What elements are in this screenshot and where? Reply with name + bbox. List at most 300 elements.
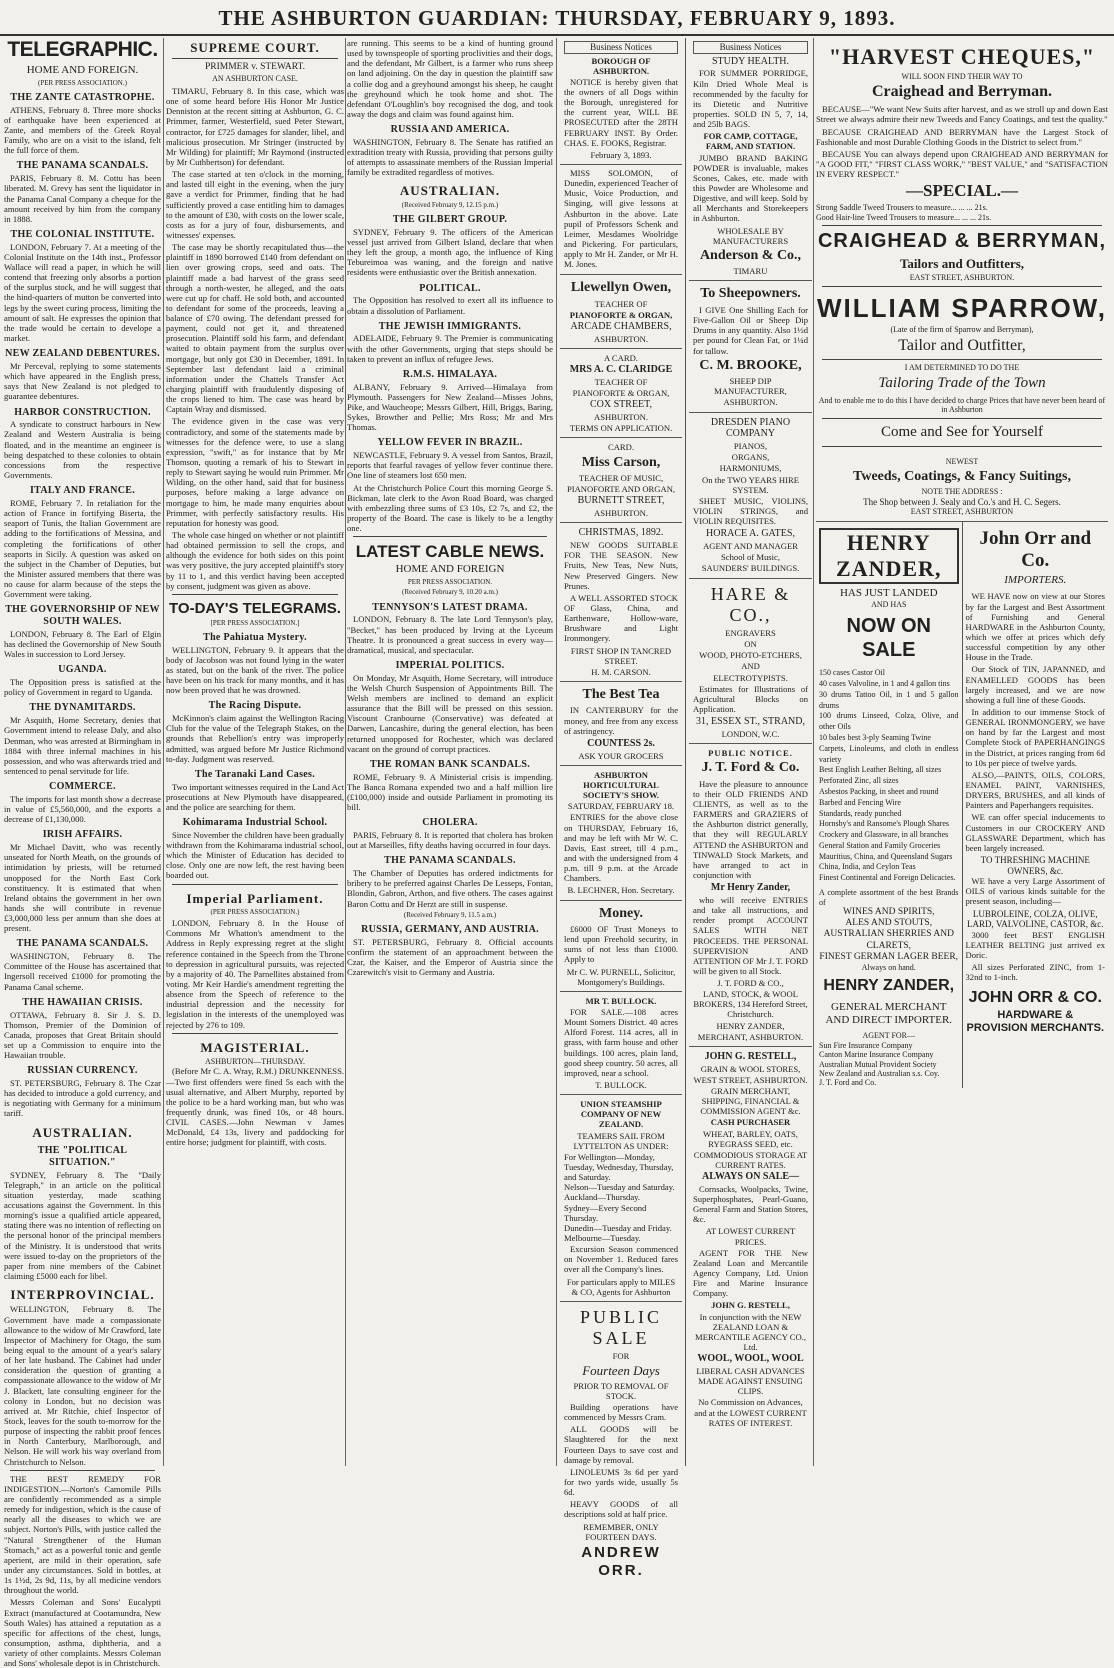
advert-line: B. LECHNER, Hon. Secretary. bbox=[567, 885, 675, 896]
advert-line: SHEEP DIP MANUFACTURER, bbox=[714, 376, 787, 397]
advert-text: BECAUSE You can always depend upon CRAIGHEAD AND BERRYMAN for "A GOOD FIT," "FIRST CLASS WORK," "BEST VALUE," and "SATISFACTION IN EVERY RESPECT." bbox=[816, 148, 1108, 180]
advert-line: No Commission on Advances, and at the LOWEST CURRENT RATES OF INTEREST. bbox=[694, 1397, 807, 1428]
divider bbox=[822, 418, 1102, 419]
advert-text: MISS SOLOMON, of Dunedin, experienced Teacher of Music, Voice Production, and Singing, will give lessons at Ashburton in the above. Late pupil of Professors Schenk and Leimer, Mesdames Woolridge and Pickering. For particulars, apply to Mr H. Zander, or Mr H. M. Jones. bbox=[564, 168, 679, 270]
column-rule bbox=[345, 38, 346, 1466]
divider bbox=[353, 536, 547, 537]
advert-line: REMEMBER, ONLY FOURTEEN DAYS. bbox=[583, 1521, 659, 1542]
section-heading: LATEST CABLE NEWS. bbox=[355, 542, 545, 562]
advert-public-sale bbox=[560, 1302, 682, 1584]
advert-text: Cornsacks, Woolpacks, Twine, Superphosphates, Pearl-Guano, General Farm and Station Stores, &c. bbox=[693, 1183, 808, 1225]
article-heading: TENNYSON'S LATEST DRAMA. bbox=[372, 601, 528, 613]
article-heading: THE HAWAIIAN CRISIS. bbox=[22, 996, 143, 1008]
advert-claridge bbox=[560, 349, 682, 438]
advert-carson bbox=[560, 438, 682, 523]
article-heading: IMPERIAL POLITICS. bbox=[395, 659, 505, 671]
advert-text: 3000 feet BEST ENGLISH LEATHER BELTING just arrived ex Doric. bbox=[965, 929, 1105, 961]
advert-line: WEST STREET, ASHBURTON. bbox=[693, 1074, 808, 1085]
advert-line: HAS JUST LANDED bbox=[839, 586, 938, 599]
advert-text: IN CANTERBURY for the money, and free from any excess of astringency. bbox=[564, 705, 679, 736]
article-text: WASHINGTON, February 8. The Senate has ratified an extradition treaty with Russia, providing that persons guilty of attempts to assassinate members of the Russian Imperial family be extradited regardless of motives. bbox=[347, 136, 553, 178]
article-heading: THE PANAMA SCANDALS. bbox=[16, 160, 149, 172]
advert-text: Our Stock of TIN, JAPANNED, and ENAMELLED GOODS has been largely increased, and we are now showing a full line of these Goods. bbox=[965, 664, 1105, 705]
advert-text: I GIVE One Shilling Each for Five-Gallon Oil or Sheep Dip Drums in any quantity. Also 1½d per pound for Clean Fat, or 1¼d for tallow. bbox=[693, 304, 808, 356]
advert-hare bbox=[689, 579, 812, 745]
section-subheading: HOME AND FOREIGN. bbox=[26, 63, 139, 76]
column-rule bbox=[813, 38, 814, 1466]
stock-list bbox=[819, 668, 959, 884]
article-text: SYDNEY, February 8. The "Daily Telegraph," in an article on the political situation yesterday, made scathing accusations against the Government. In this morning's issue a qualified article appeared, stating there was no intention of reflecting on the personal honor of the principal members of the Ministry. It is understood that writs were issued to-day on the proprietors of the paper from nine members of the Cabinet claiming £5000 each for libel. bbox=[4, 1169, 161, 1281]
article-heading: THE PANAMA SCANDALS. bbox=[384, 855, 516, 867]
advert-line: GENERAL MERCHANT bbox=[831, 1001, 947, 1014]
advert-name: HARE & CO., bbox=[710, 583, 791, 625]
advert-line: TEACHER OF bbox=[594, 298, 648, 309]
advert-line: BURNETT STREET, bbox=[577, 495, 665, 507]
list-item: Canton Marine Insurance Company bbox=[819, 1050, 934, 1060]
advert-text: £6000 OF Trust Moneys to lend upon Freehold security, in sums of not less than £1000. Apply to bbox=[564, 924, 679, 965]
advert-text: JUMBO BRAND BAKING POWDER is invaluable, makes Scones, Cakes, etc. made with this Powder are Wholesome and Digestive, and will keep. Sold by all Merchants and Storekeepers in Ashburton. bbox=[693, 152, 808, 224]
sailing-list bbox=[564, 1152, 678, 1243]
list-item: Best English Leather Belting, all sizes bbox=[819, 765, 942, 775]
advert-line: SAUNDERS' BUILDINGS. bbox=[701, 563, 800, 574]
advert-text: WE have a very Large Assortment of OILS of various kinds suitable for the present season, including— bbox=[965, 876, 1105, 907]
advert-line: HARDWARE & PROVISION MERCHANTS. bbox=[966, 1009, 1104, 1035]
case-title: PRIMMER v. STEWART. bbox=[205, 62, 305, 73]
list-item: Perforated Zinc, all sizes bbox=[819, 776, 899, 786]
list-item: China, India, and Ceylon Teas bbox=[819, 862, 916, 872]
advert-title: CHRISTMAS, 1892. bbox=[578, 527, 664, 539]
article-text: ADELAIDE, February 9. The Premier is communicating with the other Governments, urging that steps should be taken to prevent an influx of refugee Jews. bbox=[347, 333, 553, 364]
section-heading: Business Notices bbox=[693, 41, 808, 54]
advert-line: PIANOFORTE AND ORGAN, bbox=[566, 484, 676, 495]
advert-title: STUDY HEALTH. bbox=[711, 55, 790, 67]
list-item: 10 bales best 3-ply Seaming Twine bbox=[819, 732, 931, 742]
article-heading: HARBOR CONSTRUCTION. bbox=[14, 406, 151, 418]
advert-name: MRS A. C. CLARIDGE bbox=[569, 364, 673, 376]
advert-restell bbox=[689, 1047, 812, 1432]
list-item: Standards, ready punched bbox=[819, 808, 902, 818]
press-note: [PER PRESS ASSOCIATION.] bbox=[210, 618, 300, 627]
advert-name: JOHN G. RESTELL, bbox=[704, 1050, 797, 1062]
article-heading: THE PANAMA SCANDALS. bbox=[16, 938, 149, 950]
advert-line: WINES AND SPIRITS, bbox=[842, 906, 935, 917]
advert-line: Mr Henry Zander, bbox=[710, 882, 791, 894]
advert-line: SATURDAY, FEBRUARY 18. bbox=[567, 801, 675, 812]
article-heading: RUSSIA AND AMERICA. bbox=[390, 124, 510, 136]
advert-name: J. T. Ford & Co. bbox=[701, 760, 800, 776]
advert-name: WILLIAM SPARROW, bbox=[816, 292, 1108, 323]
list-item: Melbourne—Tuesday. bbox=[564, 1232, 641, 1243]
advert-line: ORGANS, bbox=[731, 452, 770, 463]
article-heading: CHOLERA. bbox=[422, 817, 478, 829]
advert-text: ALSO,—PAINTS, OILS, COLORS, ENAMEL PAINT, VARNISHES, DRYERS, BRUSHES, and all kinds of Painters and Paperhangers requisites. bbox=[965, 769, 1105, 811]
advert-line: LAND, STOCK, & WOOL BROKERS, 134 Hereford Street, Christchurch. bbox=[693, 989, 808, 1020]
divider bbox=[822, 225, 1102, 226]
article-heading: THE DYNAMITARDS. bbox=[29, 702, 136, 714]
agent-list bbox=[819, 1041, 959, 1088]
list-item: Carpets, Linoleums, and cloth in endless variety bbox=[819, 743, 959, 764]
list-item: Asbestos Packing, in sheet and round bbox=[819, 786, 939, 796]
advert-line: ELECTROTYPISTS. bbox=[713, 672, 788, 683]
article-heading: THE JEWISH IMMIGRANTS. bbox=[378, 320, 522, 332]
advert-line: ARCADE CHAMBERS, bbox=[570, 321, 672, 333]
advert-line: WHOLESALE BY MANUFACTURERS bbox=[712, 225, 789, 246]
advert-line: JOHN G. RESTELL, bbox=[711, 1300, 790, 1311]
section-heading: TO-DAY'S TELEGRAMS. bbox=[169, 599, 341, 617]
advert-name: Anderson & Co., bbox=[699, 247, 802, 263]
advert-line: FIRST SHOP IN TANCRED STREET. bbox=[570, 645, 672, 666]
list-item: Crockery and Glassware, in all branches bbox=[819, 830, 949, 840]
article-heading: The Pahiatua Mystery. bbox=[203, 631, 307, 643]
article-text: The imports for last month show a decrease in value of £5,560,000, and the exports a decrease of £1,130,000. bbox=[4, 793, 161, 825]
advert-line: NOTE THE ADDRESS : bbox=[921, 487, 1003, 497]
advert-sheepowners bbox=[689, 281, 812, 412]
list-item: Australian Mutual Provident Society bbox=[819, 1059, 937, 1069]
article-text: PARIS, February 8. M. Cottu has been liberated. M. Grevy has sent the liquidator in the Panama Canal Company a cheque for the amount received by him from the company in 1888. bbox=[4, 173, 161, 224]
advert-line: EAST STREET, ASHBURTON. bbox=[909, 273, 1015, 283]
advert-line: PIANOFORTE & ORGAN, bbox=[569, 310, 673, 321]
advert-date: February 3, 1893. bbox=[590, 149, 652, 160]
advert-text: NOTICE is hereby given that the owners of all Dogs within the Borough, unregistered for the current year, WILL BE PROSECUTED after the 28TH FEBRUARY INST. By Order. CHAS. E. FOOKS, Registrar. bbox=[564, 76, 679, 148]
divider bbox=[10, 1470, 155, 1471]
advert-line: IMPORTERS. bbox=[1004, 574, 1067, 587]
column-telegraphic bbox=[4, 38, 161, 1668]
advert-line: And to enable me to do this I have decided to charge Prices that have never been heard of in Ashburton bbox=[818, 395, 1106, 415]
section-heading: TELEGRAPHIC. bbox=[7, 38, 158, 61]
advert-text: A WELL ASSORTED STOCK OF Glass, China, and Earthenware, Hollow-ware, Brushware and Light Ironmongery. bbox=[564, 592, 679, 644]
advert-line: T. BULLOCK. bbox=[595, 1080, 647, 1090]
article-heading: UGANDA. bbox=[58, 664, 107, 676]
article-heading: COMMERCE. bbox=[49, 781, 116, 793]
article-heading: Kohimarama Industrial School. bbox=[182, 817, 328, 829]
advert-text: ENTRIES for the above close on THURSDAY, February 16, and may be left with Mr W. C. Davis, East street, till 4 p.m., and with the undersigned from 4 p.m. till 9 p.m. at the Arcade Chambers. bbox=[564, 812, 679, 884]
advert-horticultural bbox=[560, 766, 682, 901]
advert-name: Llewellyn Owen, bbox=[570, 280, 672, 296]
article-text: ATHENS, February 8. Three more shocks of earthquake have been experienced at Zante, and members of the Greek Royal Family, who are on a visit to the island, felt the full force of them. bbox=[4, 104, 161, 156]
advert-line: EAST STREET, ASHBURTON bbox=[910, 507, 1014, 517]
column-rule bbox=[163, 38, 164, 1466]
section-heading: INTERPROVINCIAL. bbox=[10, 1287, 155, 1303]
advert-line: LUBROLEINE, COLZA, OLIVE, LARD, VALVOLINE, CASTOR, &c. bbox=[967, 908, 1104, 930]
advert-line: H. M. CARSON. bbox=[591, 666, 651, 677]
advert-line: Tailors and Outfitters, bbox=[899, 255, 1025, 271]
advert-text: NEW GOODS SUITABLE FOR THE SEASON. New Fruits, New Teas, New Nuts, New Preserved Gingers. New Prunes. bbox=[564, 540, 679, 591]
advert-name: Miss Carson, bbox=[581, 454, 661, 470]
article-heading: THE GOVERNORSHIP OF NEW SOUTH WALES. bbox=[5, 604, 160, 628]
section-heading: AUSTRALIAN. bbox=[32, 1124, 133, 1140]
article-text: TIMARU, February 8. In this case, which was one of some heard before His Honor Mr Justice Denniston at the recent sitting at Ashburton, G. C. Primmer, farmer, Westerfield, sued Peter Stewart, contractor, for £725 damages for slander, libel, and malicious prosecution. Mr Stringer (instructed by Mr Wilding) for plaintiff; Mr Raymond (instructed by Mr Cuthbertson) for defendant. bbox=[166, 85, 344, 167]
advert-line: ASHBURTON. bbox=[594, 334, 648, 345]
article-text: At the Christchurch Police Court this morning George S. Bickman, late clerk to the Avon Road Board, was charged with embezzling three sums of £3 10s, £2 7s, and £2, the property of the Board. The case is likely to be a lengthy one. bbox=[347, 482, 553, 534]
advert-title: MR T. BULLOCK. bbox=[585, 995, 657, 1006]
advert-text: AGENT FOR THE New Zealand Loan and Mercantile Agency Company, Ltd. Union Fire and Marine Insurance Company. bbox=[693, 1247, 808, 1299]
advert-line: Fourteen Days bbox=[582, 1363, 660, 1379]
advert-line: AT LOWEST CURRENT PRICES. bbox=[705, 1226, 796, 1247]
advert-line: HARMONIUMS, bbox=[719, 463, 782, 474]
article-text: ROME, February 7. In retaliation for the action of France in fortifying Biserta, the seaport of Tunis, the Italian Government are adding to the fortifications of Messina, and completing the fortifications of other seaports in Sicily. A question was asked on the subject in the Chamber of Deputies, but the Minister assured members that there was no cause for alarm because of the steps the Government were taking. bbox=[4, 497, 161, 600]
list-item: For Wellington—Monday, Tuesday, Wednesday, Thursday, and Saturday. bbox=[564, 1151, 674, 1183]
advert-line: AND HAS bbox=[871, 599, 907, 609]
advert-solomon bbox=[560, 165, 682, 275]
advert-line: 31, ESSEX ST., STRAND, bbox=[696, 716, 805, 728]
article-text: ST. PETERSBURG, February 8. Official accounts confirm the statement of an approachment between the Czar, the Kaiser, and the Emperor of Austria since the Czarewitch's visit to Germany and Austria. bbox=[347, 936, 553, 978]
masthead bbox=[0, 0, 1114, 36]
article-heading: The Racing Dispute. bbox=[208, 700, 302, 712]
advert-line: J. T. FORD & CO., bbox=[717, 978, 784, 989]
press-note: (PER PRESS ASSOCIATION.) bbox=[210, 907, 300, 916]
advert-line: AGENT FOR— bbox=[862, 1031, 916, 1041]
advert-line: COX STREET, bbox=[589, 399, 653, 411]
list-item: Sun Fire Insurance Company bbox=[819, 1040, 913, 1050]
article-text: A syndicate to construct harbours in New Zealand and Western Australia is being floated, and in the meantime an engineer is being despatched to these colonies to obtain concessions from the respective Governments. bbox=[4, 419, 161, 481]
advert-name: HENRY ZANDER, bbox=[819, 528, 959, 584]
advert-tea bbox=[560, 682, 682, 766]
column-court bbox=[166, 38, 344, 1466]
article-text: The case may be shortly recapitulated thus—the plaintiff in 1890 borrowed £140 from defendant on lien over growing crops, seed and oats. The plaintiff made a bad harvest of the grass seed through a north-wester, he alleged, and the oats were cut up for chaff. He sold both, and accounted to defendant for some of the proceeds, leaving a balance of £70 owing. The defendant pressed for payment, could not get it, and threatened prosecution. Plaintiff sold his farm, and defendant waited to obtain payment from the surplus over mortgage, but only got £30 in December, 1891. In September last defendant laid a criminal information under the Chattels Transfer Act charging plaintiff with fraudulently disposing of the crops liened to him. The case was heard by Captain Wray and dismissed. bbox=[166, 242, 344, 415]
list-item: Barbed and Fencing Wire bbox=[819, 797, 901, 807]
advert-line: ALES AND STOUTS, bbox=[845, 918, 933, 929]
advert-title: DRESDEN PIANO COMPANY bbox=[710, 416, 791, 440]
article-text: SYDNEY, February 9. The officers of the American vessel just arrived from Gilbert Island, declare that when they left the group, a month ago, the influence of King Tebureimoa was waning, and the foreign and native residents were enthusiastic over the British annexation. bbox=[347, 226, 553, 278]
article-text: LONDON, February 7. At a meeting of the Colonial Institute on the 14th inst., Professor Wallace will read a paper, in which he will contend that freezing only absorbs a portion of the surplus stock, and he will suggest that the hind-quarters of mutton be converted into legs by the sweet curing process, limiting the amount of salt. He expresses the opinion that the trade would be certain to develope a market. bbox=[4, 241, 161, 344]
advert-owen bbox=[560, 275, 682, 349]
advert-line: A CARD. bbox=[604, 353, 638, 364]
advert-line: NOW ON SALE bbox=[846, 614, 931, 661]
advert-text: Messrs Coleman and Sons' Eucalypti Extract (manufactured at Cootamundra, New South Wales) has attained a reputation as a specific for affections of the chest, lungs, consumption, asthma, diphtheria, and a variety of other complaints. Messrs Coleman and Sons' wholesale depot is in Christchurch. bbox=[4, 1597, 161, 1668]
article-text: WASHINGTON, February 8. The Committee of the House has ascertained that Ingersoll received £1000 for promoting the Panama Canal scheme. bbox=[4, 951, 161, 992]
section-heading: Imperial Parliament. bbox=[186, 890, 324, 906]
article-heading: THE GILBERT GROUP. bbox=[392, 214, 508, 226]
article-text: The whole case hinged on whether or not plaintiff had obtained permission to sell the crops, and although the evidence for both sides on this point was very positive, the jury accepted plaintiff's story by 11 to 1, and this verdict having been accepted by consent, judgment was given as above. bbox=[166, 530, 344, 591]
press-note: PER PRESS ASSOCIATION. bbox=[407, 578, 493, 587]
advert-line: ENGRAVERS bbox=[725, 628, 776, 639]
advert-line: TO THRESHING MACHINE OWNERS, &c. bbox=[980, 854, 1090, 876]
advert-bullock bbox=[560, 992, 682, 1095]
divider bbox=[822, 359, 1102, 360]
advert-line: MERCHANT, ASHBURTON. bbox=[697, 1031, 804, 1042]
list-item: 30 drums Tattoo Oil, in 1 and 5 gallon drums bbox=[819, 689, 959, 710]
advert-line: Come and See for Yourself bbox=[880, 423, 1044, 440]
advert-title: —SPECIAL.— bbox=[906, 181, 1018, 201]
divider bbox=[172, 1033, 338, 1034]
advert-line: FINEST GERMAN LAGER BEER, bbox=[819, 951, 959, 962]
article-heading: RUSSIAN CURRENCY. bbox=[27, 1065, 138, 1077]
article-heading: THE ROMAN BANK SCANDALS. bbox=[370, 758, 530, 770]
article-heading: YELLOW FEVER IN BRAZIL. bbox=[377, 437, 523, 449]
advert-line: FOR bbox=[612, 1351, 630, 1362]
article-heading: NEW ZEALAND DEBENTURES. bbox=[5, 348, 160, 360]
advert-line: Tweeds, Coatings, & Fancy Suitings, bbox=[853, 468, 1071, 484]
advert-title: Money. bbox=[599, 905, 643, 921]
advert-line: PIANOS, bbox=[733, 441, 768, 452]
article-text: LONDON, February 8. In the House of Commons Mr Whatton's amendment to the Address in Reply expressing regret at the slight reference contained in the Speech from the Throne to depression in agricultural pursuits, was rejected by a majority of 40. The Parnellites abstained from voting. Mr Keir Hardie's amendment regretting the absence from the Speech of reference to the industrial depression and the necessity for legislation in the interests of the unemployed was rejected by 276 to 109. bbox=[166, 918, 344, 1030]
advert-line: On the TWO YEARS HIRE SYSTEM. bbox=[702, 474, 799, 495]
article-text: NEWCASTLE, February 9. A vessel from Santos, Brazil, reports that fearful ravages of yellow fever continue there. One line of steamers lost 650 men. bbox=[347, 450, 553, 481]
article-text: The case started at ten o'clock in the morning, and lasted till eight in the evening, when the jury gave a verdict for Primmer, finding that he had sufficiently proved a case entitling him to damages to the amount of £30, with costs on the lower scale, costs as for a jury of four, disbursements, and witnesses' expenses. bbox=[166, 169, 344, 240]
advert-line: CARD. bbox=[607, 442, 635, 453]
advert-line: COMMODIOUS STORAGE AT CURRENT RATES. bbox=[693, 1149, 808, 1170]
advert-line: PIANOFORTE & ORGAN, bbox=[572, 388, 670, 399]
advert-name: C. M. BROOKE, bbox=[699, 357, 802, 373]
article-heading: IRISH AFFAIRS. bbox=[42, 829, 123, 841]
received-note: (Received February 9, 12.15 p.m.) bbox=[401, 200, 499, 209]
article-text: OTTAWA, February 8. Sir J. S. D. Thomson, Premier of the Dominion of Canada, proposes that Great Britain should set up a Commission to enquire into the Hawaiian trouble. bbox=[4, 1009, 161, 1061]
advert-orr bbox=[962, 522, 1109, 1088]
advert-line: CASH PURCHASER bbox=[710, 1117, 791, 1128]
article-text: ROME, February 9. A Ministerial crisis is impending. The Banca Romana expended two and a half million lire (£100,000) inside and outside Parliament in promoting its bill. bbox=[347, 771, 553, 813]
advert-line: For particulars apply to MILES & CO, Agents for Ashburton bbox=[566, 1276, 676, 1297]
article-heading: RUSSIA, GERMANY, AND AUSTRIA. bbox=[361, 923, 539, 935]
advert-text: HEAVY GOODS of all descriptions sold at half price. bbox=[564, 1499, 679, 1520]
advert-line: COUNTESS 2s. bbox=[587, 737, 655, 749]
press-note: (PER PRESS ASSOCIATION.) bbox=[38, 78, 127, 87]
advert-line: AND bbox=[741, 661, 760, 672]
advert-line: TEACHER OF MUSIC, bbox=[578, 473, 664, 484]
advert-line: GRAIN & WOOL STORES, bbox=[700, 1063, 801, 1074]
article-text: The evidence given in the case was very contradictory, and some of the statements made by witnesses for the defence were, to use a slang expression, "swift," as for instance that by Mr Thomson, quoting a remark of his to Stewart in reply to Stewart saying he would ruin Primmer. Mr Wilding, on the other hand, said that for business purposes, before making a large advance on mortgage to him, he made many enquiries about Primmer, with perfectly satisfactory results. His reputation for honesty was good. bbox=[166, 416, 344, 528]
advert-title: BOROUGH OF ASHBURTON. bbox=[591, 55, 651, 76]
advert-line: HENRY ZANDER, bbox=[716, 1020, 785, 1031]
advert-title: PUBLIC NOTICE. bbox=[708, 748, 793, 759]
article-text: The Opposition press is satisfied at the policy of Government in regard to Uganda. bbox=[4, 677, 161, 698]
divider bbox=[822, 446, 1102, 447]
article-text: The Opposition has resolved to exert all its influence to obtain a dissolution of Parliament. bbox=[347, 295, 553, 316]
advert-text: BECAUSE—"We want New Suits after harvest, and as we stroll up and down East Street we always admire their new Tweeds and Fancy Coatings, and test the quality." bbox=[816, 104, 1108, 125]
divider bbox=[822, 286, 1102, 287]
notices-left bbox=[560, 38, 686, 1579]
article-heading: The Taranaki Land Cases. bbox=[194, 768, 316, 780]
article-text: McKinnon's claim against the Wellington Racing Club for the value of the Telegraph Stakes, on the grounds that Rebellion's entry was improperly admitted, was argued before Mr Justice Richmond to-day. Judgment was reserved. bbox=[166, 713, 344, 764]
column-rule bbox=[556, 38, 557, 1466]
article-text: On Monday, Mr Asquith, Home Secretary, will introduce the Welsh Church Suspension of Appointments Bill. The Welsh members are inclined to demand an explicit assurance that the Bill will be pressed on this session. Viscount Cranbourne (Conservative) was defeated at Darwen, Lancashire, during the general election, has been returned unopposed for Rochester, which was declared vacant on the ground of corrupt practices. bbox=[347, 672, 553, 754]
advert-christmas bbox=[560, 523, 682, 682]
advert-line: TEACHER OF bbox=[594, 377, 648, 388]
advert-name: Craighead and Berryman. bbox=[872, 83, 1052, 101]
advert-line: Always on hand. bbox=[861, 962, 916, 972]
received-note: (Received February 9, 10.20 a.m.) bbox=[401, 588, 499, 597]
list-item: 40 cases Valvoline, in 1 and 4 gallon tins bbox=[819, 678, 950, 688]
advert-union-steamship bbox=[560, 1095, 682, 1302]
advert-text: WE can offer special inducements to Customers in our CROCKERY AND GLASSWARE Department, which has been largely increased. bbox=[965, 812, 1105, 853]
list-item: Nelson—Tuesday and Saturday. bbox=[564, 1182, 675, 1193]
advert-line: Good Hair-line Tweed Trousers to measure... ... ... 21s. bbox=[816, 212, 992, 222]
list-item: J. T. Ford and Co. bbox=[819, 1078, 877, 1088]
list-item: Dunedin—Tuesday and Friday. bbox=[564, 1222, 672, 1233]
article-text: are running. This seems to be a kind of hunting ground used by townspeople of sporting proclivities and their dogs, and the defendant, Mr Gilbert, is a farmer who runs sheep on land adjoining. On the day in question the plaintiff saw a collie dog and a greyhound amongst his sheep, he caught the greyhound which he took home and shot. The defendant O'Loughlin's boy recognised the dog, and took away the dogs and claim was found against him. bbox=[347, 38, 553, 119]
list-item: Mauritius, China, and Queensland Sugars bbox=[819, 851, 953, 861]
received-note: (Received February 9, 11.5 a.m.) bbox=[403, 910, 497, 919]
advert-line: WOOL, WOOL, WOOL bbox=[697, 1353, 804, 1365]
advert-line: (Late of the firm of Sparrow and Berryman), bbox=[890, 325, 1034, 335]
advert-text: WE HAVE now on view at our Stores by far the Largest and Best Assortment of Furnishing and General HARDWARE in the Ashburton County, which we offer at prices which defy successful competition by any other House in the Trade. bbox=[965, 591, 1105, 663]
list-item: General Station and Family Groceries bbox=[819, 840, 941, 850]
list-item: Finest Continental and Foreign Delicacies. bbox=[819, 873, 956, 883]
advert-line: Tailoring Trade of the Town bbox=[878, 374, 1046, 391]
advert-zander bbox=[816, 522, 962, 1088]
article-text: ALBANY, February 9. Arrived—Himalaya from Plymouth. Passengers for New Zealand—Misses Johns, Pike, and Waucheope; Messrs Gilbert, Hill, Briggs, Baring, Sykes, Browther and Pellie; Mrs Ross; Mr and Mrs Thomas. bbox=[347, 381, 553, 433]
advert-line: Tailor and Outfitter, bbox=[898, 336, 1026, 354]
article-text: WELLINGTON, February 9. It appears that the body of Jacobson was not found lying in the water as stated, but on the bank of the river. The police have been on his track for many months, and it has now been proved that he was drowned. bbox=[166, 644, 344, 696]
advert-name: CRAIGHEAD & BERRYMAN, bbox=[817, 230, 1107, 253]
column-business-notices bbox=[560, 38, 812, 1579]
advert-text: ALL GOODS will be Slaughtered for the next Fourteen Days to save cost and damage by removal. bbox=[564, 1424, 679, 1465]
advert-text: BECAUSE CRAIGHEAD AND BERRYMAN have the Largest Stock of Fashionable and most Durable Clothing Goods in the District to select from." bbox=[816, 126, 1108, 147]
advert-text: In addition to our immense Stock of GENERAL IRONMONGERY, we have on hand by far the Largest and most Complete Stock of PAPERHANGINGS in the District, at prices ranging from 6d to 10s per piece of twelve yards. bbox=[965, 706, 1105, 768]
advert-line: FOR CAMP, COTTAGE, FARM, AND STATION. bbox=[703, 131, 798, 152]
advert-name: HORACE A. GATES, bbox=[706, 528, 795, 540]
advert-line: TIMARU bbox=[733, 266, 768, 277]
divider bbox=[172, 58, 338, 59]
advert-line: AGENT AND MANAGER bbox=[703, 541, 798, 552]
section-subheading: HOME AND FOREIGN bbox=[395, 563, 505, 576]
advert-line: WHEAT, BARLEY, OATS, RYEGRASS SEED, etc. bbox=[703, 1128, 798, 1149]
article-heading: POLITICAL. bbox=[419, 282, 481, 294]
list-item: New Zealand and Australian s.s. Coy. bbox=[819, 1068, 940, 1078]
article-text: Mr Michael Davitt, who was recently unseated for North Meath, on the grounds of intimidation by priests, will be returned unopposed for the North East Cork constituency. It is estimated that when Ireland obtains the government in her own hands she will contribute in revenue £3,000,000 less per annum than she does at present. bbox=[4, 842, 161, 934]
advert-title: UNION STEAMSHIP COMPANY OF NEW ZEALAND. bbox=[580, 1099, 662, 1130]
advert-line: WILL SOON FIND THEIR WAY TO bbox=[901, 71, 1023, 81]
article-heading: THE "POLITICAL SITUATION." bbox=[37, 1144, 128, 1168]
case-subtitle: AN ASHBURTON CASE. bbox=[212, 73, 298, 83]
advert-text: Have the pleasure to announce to their OLD FRIENDS AND CLIENTS, as well as to the FARMERS and GRAZIERS of the Ashburton district generally, that they will REGULARLY ATTEND the ASHBURTON and TINWALD Stock Markets, and have arranged to act in conjunction with bbox=[693, 778, 808, 880]
advert-title: "HARVEST CHEQUES," bbox=[828, 44, 1096, 69]
list-item: Auckland—Thursday. bbox=[564, 1192, 641, 1203]
article-text: Mr Asquith, Home Secretary, denies that Government intend to release Daly, and also Denman, who was arrested at Birmingham in 1884 with three infernal machines in his possession, and who was afterwards tried and sentenced to penal servitude for life. bbox=[4, 715, 161, 776]
advert-borough bbox=[560, 38, 682, 165]
advert-title: PUBLIC SALE bbox=[580, 1306, 663, 1349]
advert-text: THE BEST REMEDY FOR INDIGESTION.—Norton's Camomile Pills are confidently recommended as a simple remedy for indigestion, which is the cause of nearly all the diseases to which we are subject. Norton's Pills, with justice called the "Natural Strengthener of the Human Stomach," act as a powerful tonic and gentle aperient, are mild in their operation, safe under any circumstances. Sold in bottles, at 1s 1½d, 2s 9d, 11s, by all medicine vendors throughout the world. bbox=[4, 1473, 161, 1596]
advert-title: To Sheepowners. bbox=[700, 286, 801, 302]
article-heading: THE COLONIAL INSTITUTE. bbox=[10, 228, 155, 240]
advert-line: GRAIN MERCHANT, SHIPPING, FINANCIAL & COMMISSION AGENT &c. bbox=[700, 1085, 801, 1117]
advert-line: Strong Saddle Tweed Trousers to measure... ... ... 21s. bbox=[816, 203, 988, 213]
advert-text: LINOLEUMS 3s 6d per yard for two yards wide, usually 5s 6d. bbox=[564, 1466, 679, 1498]
article-text: PARIS, February 8. It is reported that cholera has broken out at Marseilles, fifty deaths having occurred in four days. bbox=[347, 830, 553, 851]
divider bbox=[172, 594, 338, 595]
advert-line: LIBERAL CASH ADVANCES MADE AGAINST ENSUING CLIPS. bbox=[696, 1365, 805, 1397]
list-item: 150 cases Castor Oil bbox=[819, 668, 885, 678]
column-cables bbox=[347, 38, 553, 1466]
advert-line: AND DIRECT IMPORTER. bbox=[825, 1014, 953, 1027]
article-text: Since November the children have been gradually withdrawn from the Kohimarama industrial school, which the Minister of Education has decided to close. Only one are now left, the rest having been boarded out. bbox=[166, 829, 344, 881]
advert-text: FOR SALE.—108 acres Mount Somers District. 40 acres Alford Forest. 114 acres, all in grass, with farm house and other buildings. 100 acres, plain land, good sheep country. 50 acres, all improved, near a school. bbox=[564, 1007, 679, 1078]
notices-right bbox=[686, 38, 812, 1466]
advert-text: Excursion Season commenced on November 1. Reduced fares over all the Company's lines. bbox=[564, 1244, 679, 1275]
advert-name: HENRY ZANDER, bbox=[823, 977, 955, 995]
advert-text: Estimates for Illustrations of Agricultural Blocks on Application. bbox=[693, 683, 808, 714]
advert-line: School of Music, bbox=[721, 552, 780, 563]
advert-line: PRIOR TO REMOVAL OF STOCK. bbox=[573, 1380, 669, 1401]
article-text: (Before Mr C. A. Wray, R.M.) DRUNKENNESS.—Two first offenders were fined 5s each with the usual alternative, and Albert Murphy, reported by the police to be a hard working man, but who was frequently drunk, was fined 10s, or 48 hours. CIVIL CASES.—John Newman v James McDonald, £4 13s, livery and paddocking for entire horse; judgment for plaintiff, with costs. bbox=[166, 1066, 344, 1148]
section-heading: MAGISTERIAL. bbox=[200, 1039, 310, 1055]
advert-title: ASHBURTON HORTICULTURAL SOCIETY'S SHOW. bbox=[582, 769, 660, 801]
article-text: LONDON, February 8. The late Lord Tennyson's play, "Becket," has been produced by Irving at the Lyceum Theatre. It is pronounced a great success in every way—dramatical, musical, and spectacular. bbox=[347, 614, 553, 655]
advert-money bbox=[560, 901, 682, 992]
article-text: The Chamber of Deputies has ordered indictments for bribery to be preferred against Charles De Lesseps, Fontan, Blondin, Gabron, Arthon, and five others. The cases against Baron Cottu and Dr Herzt are still in suspense. bbox=[347, 868, 553, 909]
advert-line: ASHBURTON. bbox=[723, 397, 778, 408]
article-text: LONDON, February 8. The Earl of Elgin has declined the Governorship of New South Wales in succession to Lord Jersey. bbox=[4, 628, 161, 660]
article-text: ST. PETERSBURG, February 8. The Czar has decided to introduce a gold currency, and is negotiating with Germany for a minimum tariff. bbox=[4, 1078, 161, 1119]
advert-name: ANDREW ORR. bbox=[581, 1543, 661, 1579]
advert-line: ASK YOUR GROCERS bbox=[578, 750, 664, 761]
advert-line: ASHBURTON. bbox=[594, 412, 648, 423]
article-heading: THE ZANTE CATASTROPHE. bbox=[10, 91, 155, 103]
advert-name: John Orr and Co. bbox=[979, 527, 1092, 572]
advert-line: ASHBURTON. bbox=[594, 508, 648, 519]
advert-health bbox=[689, 38, 812, 281]
article-heading: ITALY AND FRANCE. bbox=[29, 485, 136, 497]
advert-line: TEAMERS SAIL FROM LYTTELTON AS UNDER: bbox=[573, 1130, 669, 1151]
